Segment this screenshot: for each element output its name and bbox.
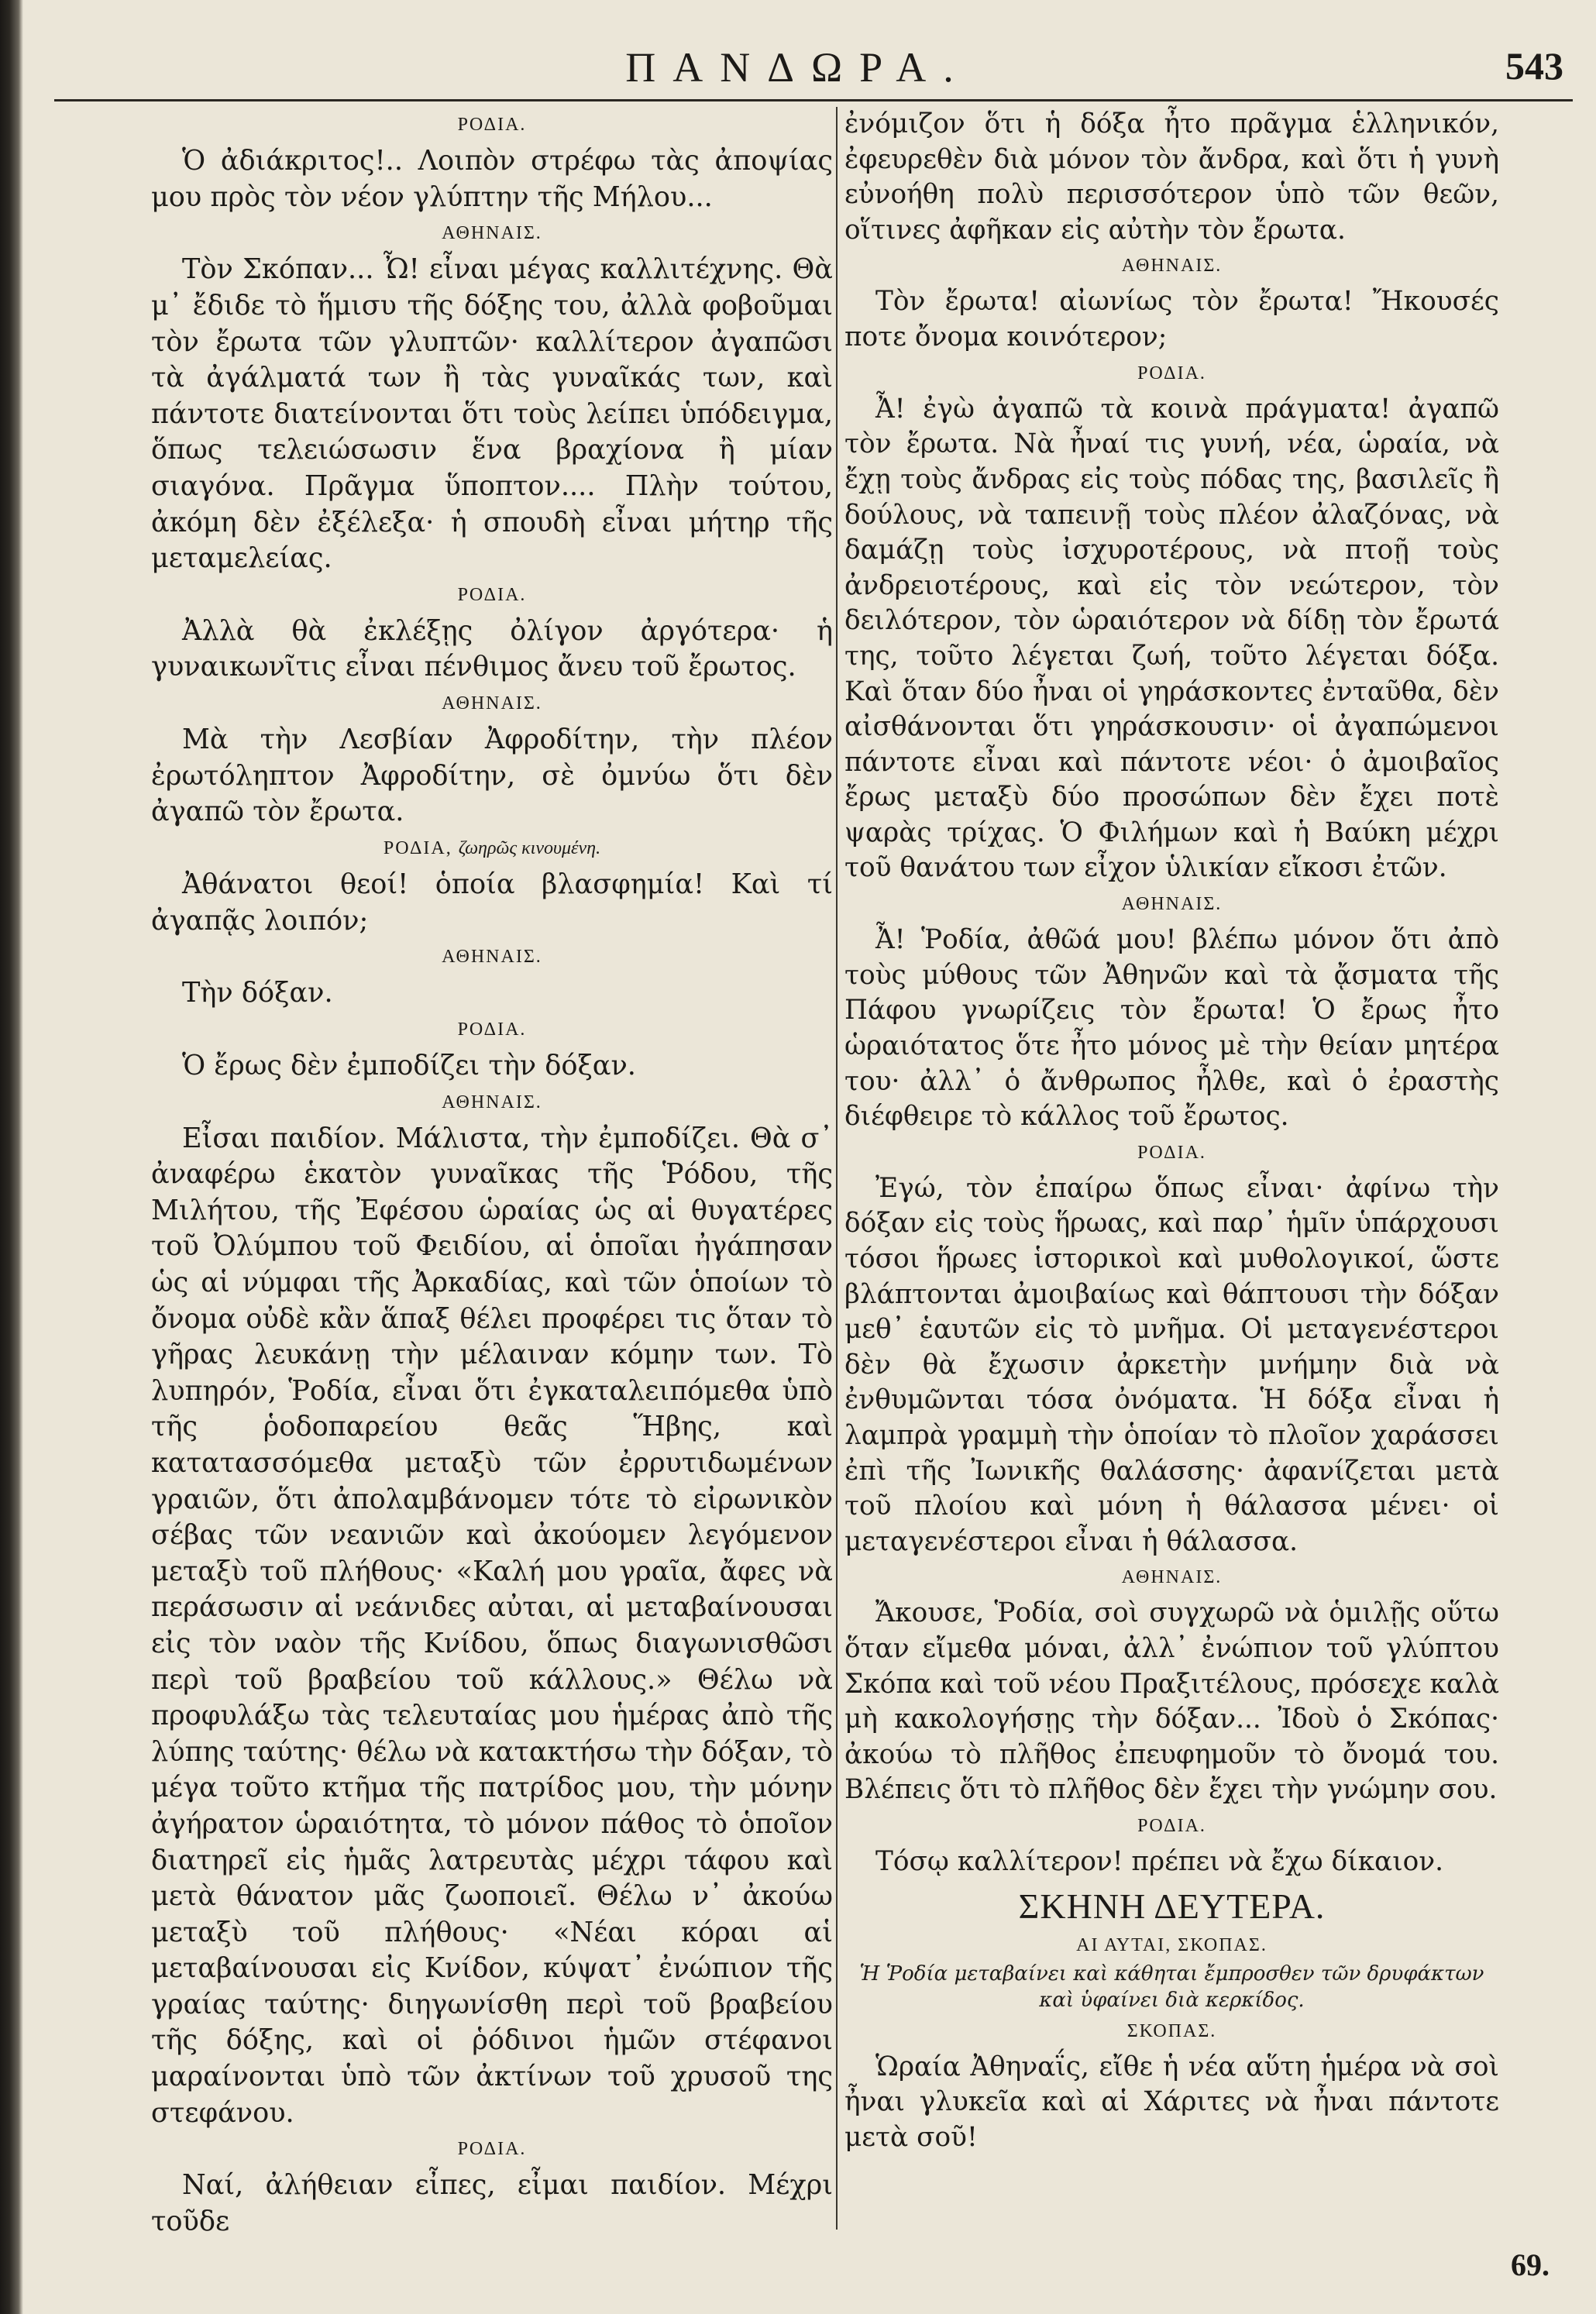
dialogue-text: Μὰ τὴν Λεσβίαν Ἀφροδίτην, τὴν πλέον ἐρωτόληπτον Ἀφροδίτην, σὲ ὀμνύω ὅτι δὲν ἀγαπῶ τὸν ἔρωτα. — [151, 724, 833, 828]
dialogue-text: Ἆ! Ῥοδία, ἀθῶά μου! βλέπω μόνον ὅτι ἀπὸ τοὺς μύθους τῶν Ἀθηνῶν καὶ τὰ ᾄσματα τῆς Πάφου γνωρίζεις τὸν ἔρωτα! Ὁ ἔρως ἦτο ὡραιότατος ὅτε ἦτο μόνος μὲ τὴν θείαν μητέρα του· ἀλλ᾽ ὁ ἄνθρωπος ἦλθε, καὶ ὁ ἐραστὴς διέφθειρε τὸ κάλλος τοῦ ἔρωτος. — [844, 924, 1499, 1133]
speaker-label: ΡΟΔΙΑ. — [457, 584, 527, 605]
stage-note: Ἡ Ῥοδία μεταβαίνει καὶ κάθηται ἔμπροσθεν τῶν δρυφάκτων καὶ ὑφαίνει διὰ κερκίδος. — [859, 1962, 1484, 2012]
dialogue-text: Ὁ ἀδιάκριτος!.. Λοιπὸν στρέφω τὰς ἀποψίας μου πρὸς τὸν νέον γλύπτην τῆς Μήλου... — [151, 145, 833, 213]
scene-characters: ΑΙ ΑΥΤΑΙ, ΣΚΟΠΑΣ. — [1076, 1934, 1268, 1955]
speaker-name — [151, 215, 833, 252]
speaker-name — [151, 1085, 833, 1121]
dialogue-text: Ἀλλὰ θὰ ἐκλέξῃς ὀλίγον ἀργότερα· ἡ γυναικωνῖτις εἶναι πένθιμος ἄνευ τοῦ ἔρωτος. — [151, 614, 833, 683]
running-head — [0, 37, 1596, 91]
speaker-label: ΡΟΔΙΑ. — [457, 2139, 527, 2160]
speaker-label: ΑΘΗΝΑΙΣ. — [442, 223, 542, 244]
right-column — [844, 107, 1499, 2252]
dialogue-continued: ἐνόμιζον ὅτι ἡ δόξα ἦτο πρᾶγμα ἑλληνικόν, ἐφευρεθὲν διὰ μόνον τὸν ἄνδρα, καὶ ὅτι ἡ γυνὴ εὐνοήθη πολὺ περισσότερον ὑπὸ τῶν θεῶν, οἵτινες ἀφῆκαν εἰς αὐτὴν τὸν ἔρωτα. — [844, 108, 1499, 246]
dialogue-text: Ὡραία Ἀθηναΐς, εἴθε ἡ νέα αὕτη ἡμέρα νὰ σοὶ ἦναι γλυκεῖα καὶ αἱ Χάριτες νὰ ἦναι πάντοτε μετὰ σοῦ! — [844, 2051, 1499, 2153]
dialogue-text: Ἐγώ, τὸν ἐπαίρω ὅπως εἶναι· ἀφίνω τὴν δόξαν εἰς τοὺς ἥρωας, καὶ παρ᾽ ἡμῖν ὑπάρχουσι τόσοι ἥρωες ἱστορικοὶ καὶ μυθολογικοί, ὥστε βλάπτονται ἀμοιβαίως καὶ θάπτουσι τὴν δόξαν μεθ᾽ ἑαυτῶν εἰς τὸ μνῆμα. Οἱ μεταγενέστεροι δὲν θὰ ἔχωσιν ἀρκετὴν μνήμην διὰ νὰ ἐνθυμῶνται τόσα ὀνόματα. Ἡ δόξα εἶναι ἡ λαμπρὰ γραμμὴ τὴν ὁποίαν τὸ πλοῖον χαράσσει ἐπὶ τῆς Ἰωνικῆς θαλάσσης· ἀφανίζεται μετὰ τοῦ πλοίου καὶ μόνη ἡ θάλασσα μένει· οἱ μεταγενέστεροι εἶναι ἡ θάλασσα. — [844, 1172, 1499, 1557]
speaker-name — [844, 1559, 1499, 1596]
dialogue-text: Ἄκουσε, Ῥοδία, σοὶ συγχωρῶ νὰ ὁμιλῇς οὕτω ὅταν εἴμεθα μόναι, ἀλλ᾽ ἐνώπιον τοῦ γλύπτου Σκόπα καὶ τοῦ νέου Πραξιτέλους, πρόσεχε καλὰ μὴ κακολογήσῃς τὴν δόξαν... Ἰδοὺ ὁ Σκόπας· ἀκούω τὸ πλῆθος ἐπευφημοῦν τὸ ὄνομά του. Βλέπεις ὅτι τὸ πλῆθος δὲν ἔχει τὴν γνώμην σου. — [844, 1597, 1499, 1806]
stage-direction: ζωηρῶς κινουμένη. — [458, 837, 601, 858]
speaker-name — [844, 248, 1499, 284]
speaker-name — [151, 686, 833, 722]
speaker-name — [151, 1012, 833, 1048]
speaker-name — [844, 1808, 1499, 1845]
speaker-name — [151, 577, 833, 614]
speaker-name — [151, 939, 833, 975]
speaker-label: ΑΘΗΝΑΙΣ. — [442, 947, 542, 968]
speaker-label: ΣΚΟΠΑΣ. — [1126, 2020, 1217, 2041]
header-rule — [54, 99, 1573, 101]
dialogue-text: Τὸν Σκόπαν... Ὦ! εἶναι μέγας καλλιτέχνης. Θὰ μ᾽ ἔδιδε τὸ ἥμισυ τῆς δόξης του, ἀλλὰ φοβοῦμαι τὸν ἔρωτα τῶν γλυπτῶν· καλλίτερον ἀγαπῶσι τὰ ἀγάλματά των ἢ τὰς γυναῖκάς των, καὶ πάντοτε διατείνονται ὅτι τοὺς λείπει ὑπόδειγμα, ὅπως τελειώσωσιν ἕνα βραχίονα ἢ μίαν σιαγόνα. Πρᾶγμα ὕποπτον.... Πλὴν τούτου, ἀκόμη δὲν ἐξέλεξα· ἡ σπουδὴ εἶναι μήτηρ τῆς μεταμελείας. — [151, 253, 833, 575]
speaker-label: ΡΟΔΙΑ. — [457, 1019, 527, 1040]
speaker-name — [844, 886, 1499, 923]
speaker-label: ΑΘΗΝΑΙΣ. — [1121, 894, 1223, 915]
speaker-label: ΑΘΗΝΑΙΣ. — [442, 1092, 542, 1112]
page-number: 543 — [1505, 44, 1563, 88]
dialogue-text: Ἀθάνατοι θεοί! ὁποία βλασφημία! Καὶ τί ἀγαπᾷς λοιπόν; — [151, 868, 833, 937]
dialogue-text: Τὴν δόξαν. — [182, 977, 333, 1009]
dialogue-text: Ὁ ἔρως δὲν ἐμποδίζει τὴν δόξαν. — [182, 1049, 636, 1081]
speaker-label: ΡΟΔΙΑ, — [383, 837, 452, 858]
speaker-label: ΑΘΗΝΑΙΣ. — [1121, 256, 1223, 277]
speaker-label: ΡΟΔΙΑ. — [1137, 1142, 1206, 1163]
dialogue-text: Τόσῳ καλλίτερον! πρέπει νὰ ἔχω δίκαιον. — [875, 1846, 1444, 1878]
signature-mark: 69. — [1511, 2247, 1550, 2282]
column-divider — [836, 107, 838, 2230]
dialogue-text: Τὸν ἔρωτα! αἰωνίως τὸν ἔρωτα! Ἤκουσές ποτε ὄνομα κοινότερον; — [844, 286, 1499, 353]
speaker-name — [151, 830, 833, 867]
dialogue-text: Ἆ! ἐγὼ ἀγαπῶ τὰ κοινὰ πράγματα! ἀγαπῶ τὸν ἔρωτα. Νὰ ἦναί τις γυνή, νέα, ὡραία, νὰ ἔχῃ τοὺς ἄνδρας εἰς τοὺς πόδας της, βασιλεῖς ἢ δούλους, νὰ ταπεινῇ τοὺς πλέον ἀλαζόνας, νὰ δαμάζῃ τοὺς ἰσχυροτέρους, νὰ πτοῇ τοὺς ἀνδρειοτέρους, καὶ εἰς τὸν νεώτερον, τὸν δειλότερον, τὸν ὡραιότερον νὰ δίδῃ τὸν ἔρωτά της, τοῦτο λέγεται ζωή, τοῦτο λέγεται δόξα. Καὶ ὅταν δύο ἦναι οἱ γηράσκοντες ἐνταῦθα, δὲν αἰσθάνονται ὅτι γηράσκουσιν· οἱ ἀγαπώμενοι πάντοτε εἶναι καὶ πάντοτε νέοι· ὁ ἀμοιβαῖος ἔρως μεταξὺ δύο προσώπων δὲν ἔχει ποτὲ ψαρὰς τρίχας. Ὁ Φιλήμων καὶ ἡ Βαύκη μέχρι τοῦ θανάτου των εἶχον ὑλικίαν εἴκοσι ἐτῶν. — [844, 393, 1499, 884]
dialogue-text: Ναί, ἀλήθειαν εἶπες, εἶμαι παιδίον. Μέχρι τοῦδε — [151, 2169, 833, 2237]
speaker-label: ΡΟΔΙΑ. — [1137, 363, 1206, 383]
speaker-label: ΑΘΗΝΑΙΣ. — [1121, 1567, 1223, 1588]
journal-title: ΠΑΝΔΩΡΑ. — [625, 44, 971, 91]
speaker-name — [151, 2131, 833, 2168]
speaker-name — [844, 356, 1499, 392]
speaker-label: ΑΘΗΝΑΙΣ. — [442, 693, 542, 713]
speaker-name — [151, 107, 833, 143]
scene-title: ΣΚΗΝΗ ΔΕΥΤΕΡΑ. — [1018, 1886, 1326, 1926]
binding-edge — [0, 0, 23, 2314]
left-column — [151, 107, 833, 2252]
dialogue-text: Εἶσαι παιδίον. Μάλιστα, τὴν ἐμποδίζει. Θὰ σ᾽ ἀναφέρω ἑκατὸν γυναῖκας τῆς Ῥόδου, τῆς Μιλήτου, τῆς Ἐφέσου ὡραίας ὡς αἱ θυγατέρες τοῦ Ὀλύμπου τοῦ Φειδίου, αἱ ὁποῖαι ἠγάπησαν ὡς αἱ νύμφαι τῆς Ἀρκαδίας, καὶ τῶν ὁποίων τὸ ὄνομα οὐδὲ κἂν ἅπαξ θέλει προφέρει τις ὅταν τὸ γῆρας λευκάνῃ τὴν μέλαιναν κόμην των. Τὸ λυπηρόν, Ῥοδία, εἶναι ὅτι ἐγκαταλειπόμεθα ὑπὸ τῆς ῥοδοπαρείου θεᾶς Ἥβης, καὶ κατατασσόμεθα μεταξὺ τῶν ἐρρυτιδωμένων γραιῶν, ὅτι ἀπολαμβάνομεν τότε τὸ εἰρωνικὸν σέβας τῶν νεανιῶν καὶ ἀκούομεν λεγόμενον μεταξὺ τοῦ πλήθους· «Καλή μου γραῖα, ἄφες νὰ περάσωσιν αἱ νεάνιδες αὐται, αἱ μεταβαίνουσαι εἰς τὸν ναὸν τῆς Κνίδου, ὅπως διαγωνισθῶσι περὶ τοῦ βραβείου τοῦ κάλλους.» Θέλω νὰ προφυλάξω τὰς τελευταίας μου ἡμέρας ἀπὸ τῆς λύπης ταύτης· θέλω νὰ κατακτήσω τὴν δόξαν, τὸ μέγα τοῦτο κτῆμα τῆς πατρίδος μου, τὴν μόνην ἀγήρατον ὡραιότητα, τὸ μόνον πάθος τὸ ὁποῖον διατηρεῖ εἰς ἡμᾶς λατρευτὰς μέχρι τάφου καὶ μετὰ θάνατον μᾶς ζωοποιεῖ. Θέλω ν᾽ ἀκούω μεταξὺ τοῦ πλήθους· «Νέαι κόραι αἱ μεταβαίνουσαι εἰς Κνίδον, κύψατ᾽ ἐνώπιον τῆς γραίας ταύτης· διηγωνίσθη περὶ τοῦ βραβείου τῆς δόξης, καὶ οἱ ῥόδινοι ἡμῶν στέφανοι μαραίνονται ὑπὸ τῶν ἀκτίνων τοῦ χρυσοῦ της στεφάνου. — [151, 1122, 833, 2129]
speaker-label: ΡΟΔΙΑ. — [457, 115, 527, 135]
speaker-label: ΡΟΔΙΑ. — [1137, 1816, 1206, 1836]
speaker-name — [844, 2013, 1499, 2050]
speaker-name — [844, 1135, 1499, 1171]
